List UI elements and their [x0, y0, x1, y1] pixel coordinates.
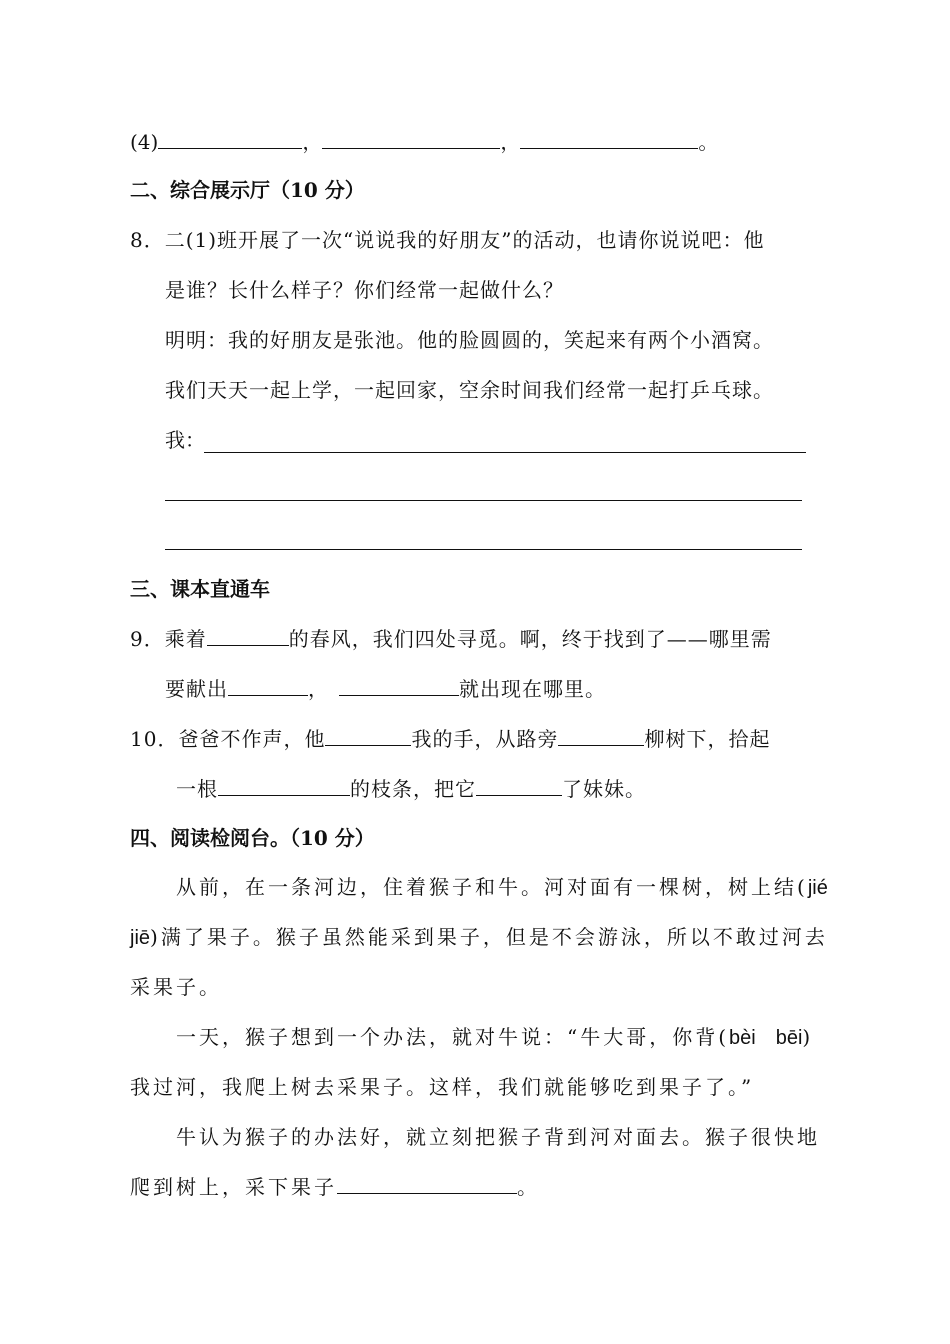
- reading-p2-line-2: 我过河，我爬上树去采果子。这样，我们就能够吃到果子了。”: [130, 1075, 755, 1099]
- reading-p1-line-1: [176, 873, 828, 902]
- q9-text-2c: 就出现在哪里。: [459, 677, 606, 701]
- q10-blank-1[interactable]: [325, 727, 411, 746]
- reading-p1-text-2: )满了果子。猴子虽然能采到果子，但是不会游泳，所以不敢过河去: [150, 925, 828, 949]
- q7-4-blank-1[interactable]: [158, 130, 302, 149]
- reading-p1-pinyin-1: jié: [807, 877, 828, 899]
- section-3-title: 三、课本直通车: [130, 577, 270, 601]
- q9-line-1: [130, 625, 772, 653]
- q7-4-blank-3[interactable]: [520, 130, 698, 149]
- section-2-title: 二、综合展示厅（10 分）: [130, 178, 365, 202]
- q7-4-comma-2: ，: [500, 130, 521, 154]
- q9-text-2b: ，: [308, 677, 329, 701]
- q10-text-1b: 我的手，从路旁: [411, 727, 559, 751]
- q8-line-3: 明明：我的好朋友是张池。他的脸圆圆的，笑起来有两个小酒窝。: [165, 328, 774, 352]
- q8-line-4: 我们天天一起上学，一起回家，空余时间我们经常一起打乒乓球。: [165, 378, 774, 402]
- q10-text-2a: 一根: [176, 777, 218, 801]
- q7-4-line: [130, 128, 718, 156]
- q10-line-2: [176, 775, 646, 803]
- q9-blank-2[interactable]: [228, 677, 308, 696]
- reading-p3-blank[interactable]: [337, 1175, 517, 1194]
- reading-p1-text-1: 从前，在一条河边，住着猴子和牛。河对面有一棵树，树上结(: [176, 875, 808, 899]
- q9-blank-1[interactable]: [207, 627, 289, 646]
- reading-p3-text-2: 爬到树上，采下果子: [130, 1175, 337, 1199]
- q7-4-end: 。: [698, 130, 719, 154]
- q9-text-2a: 要献出: [165, 677, 228, 701]
- q9-text-1a: 9．乘着: [130, 627, 207, 651]
- q9-text-1b: 的春风，我们四处寻觅。啊，终于找到了——哪里需: [288, 627, 772, 651]
- reading-p2-text-1: 一天，猴子想到一个办法，就对牛说：“牛大哥，你背(: [176, 1025, 730, 1049]
- q9-line-2: [165, 675, 606, 703]
- section-4-title: 四、阅读检阅台。（10 分）: [130, 826, 375, 850]
- q10-text-2b: 的枝条，把它: [350, 777, 476, 801]
- q7-4-blank-2[interactable]: [322, 130, 500, 149]
- q8-answer-line-2[interactable]: [165, 500, 802, 501]
- reading-p1-line-2: [130, 923, 828, 952]
- reading-p1-line-3: 采果子。: [130, 975, 222, 999]
- q8-line-2: 是谁？长什么样子？你们经常一起做什么？: [165, 278, 564, 302]
- reading-p2-pinyin: bèi bēi: [729, 1027, 803, 1049]
- q10-blank-2[interactable]: [558, 727, 644, 746]
- q10-line-1: [130, 725, 770, 753]
- q10-blank-4[interactable]: [476, 777, 562, 796]
- q10-blank-3[interactable]: [218, 777, 350, 796]
- reading-p2-line-1: [176, 1023, 813, 1052]
- reading-p3-text-2-end: 。: [517, 1175, 540, 1199]
- q8-me-label: 我：: [165, 428, 205, 452]
- q8-answer-line-3[interactable]: [165, 549, 802, 550]
- q10-text-2c: 了妹妹。: [562, 777, 646, 801]
- reading-p3-line-1: 牛认为猴子的办法好，就立刻把猴子背到河对面去。猴子很快地: [176, 1125, 820, 1149]
- q8-line-1: 8．二(1)班开展了一次“说说我的好朋友”的活动，也请你说说吧：他: [130, 228, 765, 252]
- reading-p1-pinyin-2: jiē: [130, 927, 151, 949]
- q9-blank-3[interactable]: [339, 677, 459, 696]
- q7-4-prefix: (4): [130, 130, 159, 154]
- reading-p2-text-1-end: ): [802, 1025, 814, 1049]
- q7-4-comma-1: ，: [302, 130, 323, 154]
- q8-answer-line-1[interactable]: [204, 452, 806, 453]
- q10-text-1c: 柳树下，拾起: [644, 727, 771, 751]
- q10-text-1a: 10．爸爸不作声，他: [130, 727, 326, 751]
- reading-p3-line-2: [130, 1173, 540, 1201]
